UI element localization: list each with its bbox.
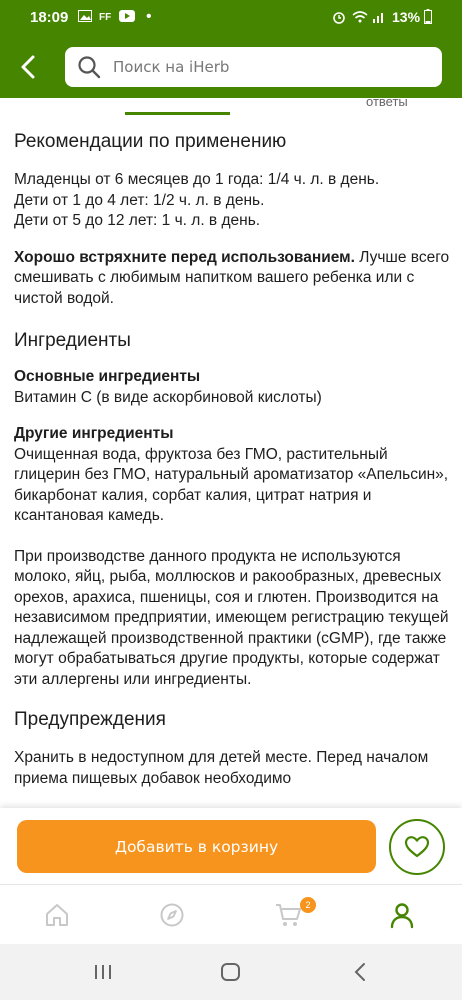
alarm-icon — [332, 10, 346, 27]
chevron-left-icon — [14, 52, 44, 82]
product-details — [14, 130, 450, 805]
usage-title: Рекомендации по применению — [14, 131, 287, 152]
nav-account[interactable] — [388, 901, 420, 931]
nav-home[interactable] — [43, 901, 75, 931]
other-ingredients-value: Очищенная вода, фруктоза без ГМО, растительный глицерин без ГМО, натуральный ароматизатор «Апельсин», бикарбонат калия, сорбат калия, цитрат натрия и ксантановая камедь. — [14, 445, 449, 524]
status-time: 18:09 — [30, 9, 69, 26]
main-ingredients-label: Основные ингредиенты — [14, 368, 201, 385]
image-icon — [78, 10, 92, 25]
sys-back-button[interactable] — [350, 961, 372, 983]
ff-icon: FF — [99, 12, 112, 23]
other-ingredients — [14, 424, 450, 527]
main-ingredients-value: Витамин C (в виде аскорбиновой кислоты) — [14, 388, 322, 406]
dot-icon: • — [146, 8, 152, 25]
ingredients-title: Ингредиенты — [14, 330, 131, 351]
sys-recents-button[interactable] — [92, 961, 114, 983]
dosage-line: Младенцы от 6 месяцев до 1 года: 1/4 ч. л. в день. — [14, 171, 380, 188]
bottom-navigation — [0, 884, 462, 944]
shake-bold-text: Хорошо встряхните перед использованием. — [14, 248, 355, 266]
battery-text: 13% — [392, 9, 421, 25]
sys-home-button[interactable] — [220, 961, 242, 983]
search-input[interactable] — [113, 47, 433, 87]
cart-badge: 2 — [300, 897, 316, 913]
nav-explore[interactable] — [158, 901, 190, 931]
heart-icon — [405, 836, 429, 858]
other-ingredients-label: Другие ингредиенты — [14, 425, 174, 442]
allergen-note: При производстве данного продукта не используются молоко, яйц, рыба, моллюсков и ракообразных, древесных орехов, арахиса, пшеницы, соя и глютен. Производится на независимом предприятии, имеющем регистрацию текущей надлежащей производственной практики (cGMP), где также могут обрабатываться другие продукты, которые содержат эти аллергены или ингредиенты. — [14, 547, 449, 688]
back-button[interactable] — [14, 52, 44, 82]
cart-bar — [0, 808, 462, 884]
favorite-button[interactable] — [389, 819, 445, 875]
home-circle-icon — [220, 961, 242, 983]
tab-answers[interactable]: ответы — [366, 94, 408, 109]
search-icon — [77, 55, 101, 79]
home-icon — [43, 901, 71, 929]
usage-shake-note — [14, 248, 450, 310]
dosage-line: Дети от 5 до 12 лет: 1 ч. л. в день. — [14, 212, 261, 229]
active-tab-indicator — [125, 112, 230, 115]
account-icon — [388, 901, 416, 929]
search-bar[interactable] — [65, 47, 442, 87]
main-ingredients — [14, 367, 450, 408]
usage-dosage — [14, 170, 450, 232]
shake-rest-text: Лучше всего смешивать с любимым напитком вашего ребенка или с чистой водой. — [14, 248, 450, 307]
explore-icon — [158, 901, 186, 929]
recents-icon — [92, 961, 114, 983]
battery-icon — [424, 9, 432, 27]
back-icon — [350, 961, 372, 983]
app-header — [0, 0, 462, 98]
dosage-line: Дети от 1 до 4 лет: 1/2 ч. л. в день. — [14, 191, 265, 209]
youtube-icon — [119, 10, 135, 25]
signal-icon — [372, 10, 386, 26]
wifi-icon — [352, 10, 368, 26]
warnings-title: Предупреждения — [14, 709, 166, 730]
warnings-text: Хранить в недоступном для детей месте. Перед началом приема пищевых добавок необходимо — [14, 749, 429, 787]
add-to-cart-button[interactable]: Добавить в корзину — [17, 820, 376, 873]
status-bar — [0, 0, 462, 36]
system-navigation — [0, 944, 462, 1000]
